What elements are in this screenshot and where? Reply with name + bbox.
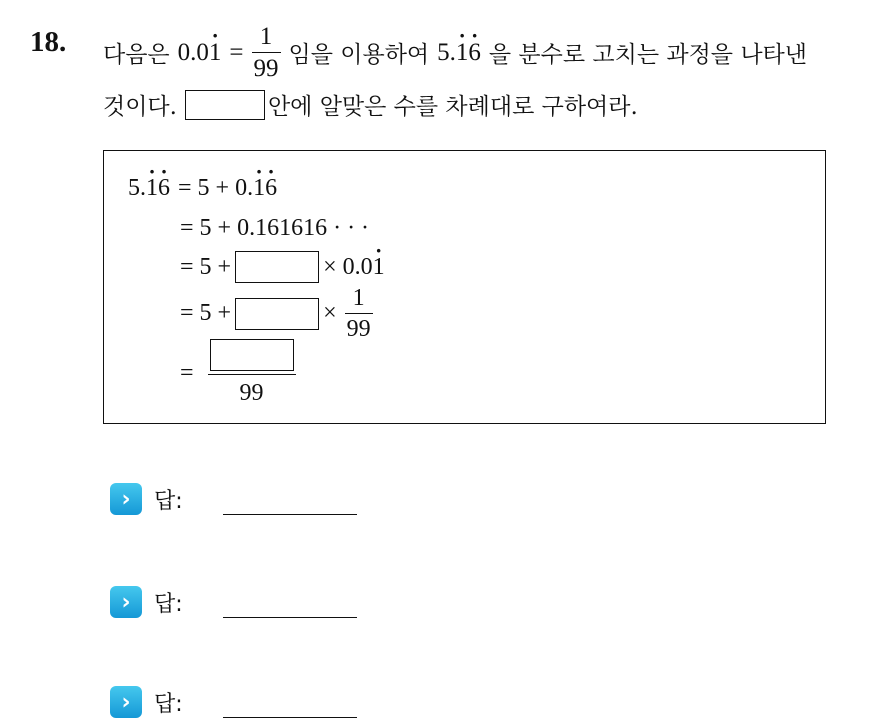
- chevron-right-icon: ›: [110, 686, 142, 718]
- derivation-row-3: = 5 + × 0.0 · 1: [180, 251, 385, 283]
- answer-label: 답:: [154, 691, 183, 717]
- answer-label: 답:: [154, 488, 183, 514]
- question-text: 임을 이용하여: [288, 42, 430, 68]
- answer-blank[interactable]: [235, 298, 319, 330]
- question-text: 을 분수로 고치는 과정을 나타낸: [488, 42, 807, 68]
- math-repeating-decimal: 0.0· 1: [178, 39, 222, 67]
- blank-box-icon: [185, 90, 265, 120]
- answer-input[interactable]: [223, 587, 357, 618]
- fraction: $\frac{1}{99}$: [346, 285, 371, 342]
- answer-blank[interactable]: [210, 339, 294, 371]
- fraction: 99: [208, 339, 296, 407]
- question-line-2: [103, 88, 638, 121]
- derivation-row-5: = 99: [180, 339, 296, 407]
- question-text: 안에 알맞은 수를 차례대로 구하여라.: [267, 94, 638, 120]
- derivation-panel: [103, 150, 826, 424]
- derivation-row-1: 5. · 1 · 6 = 5 + 0. · 1 · 6: [128, 175, 277, 202]
- derivation-row-4: = 5 + × $\frac{1}{99}$: [180, 285, 371, 342]
- question-line-1: [103, 24, 807, 81]
- answer-input[interactable]: [223, 484, 357, 515]
- answer-row: [110, 686, 357, 718]
- answer-label: 답:: [154, 591, 183, 617]
- fraction-numerator: 1: [259, 23, 273, 50]
- chevron-right-icon: ›: [110, 586, 142, 618]
- answer-row: [110, 483, 357, 515]
- derivation-row-2: = 5 + 0.161616 · · ·: [180, 215, 370, 241]
- answer-row: [110, 586, 357, 618]
- answer-input[interactable]: [223, 687, 357, 718]
- question-number: 18.: [30, 26, 67, 58]
- equals-sign: =: [229, 38, 244, 66]
- answer-blank[interactable]: [235, 251, 319, 283]
- question-text: 것이다.: [103, 94, 177, 120]
- question-text: 다음은: [103, 42, 170, 68]
- fraction-denominator: 99: [252, 52, 281, 81]
- math-repeating-decimal: 5.· 1· 6: [437, 39, 481, 67]
- chevron-right-icon: ›: [110, 483, 142, 515]
- fraction: [252, 24, 281, 81]
